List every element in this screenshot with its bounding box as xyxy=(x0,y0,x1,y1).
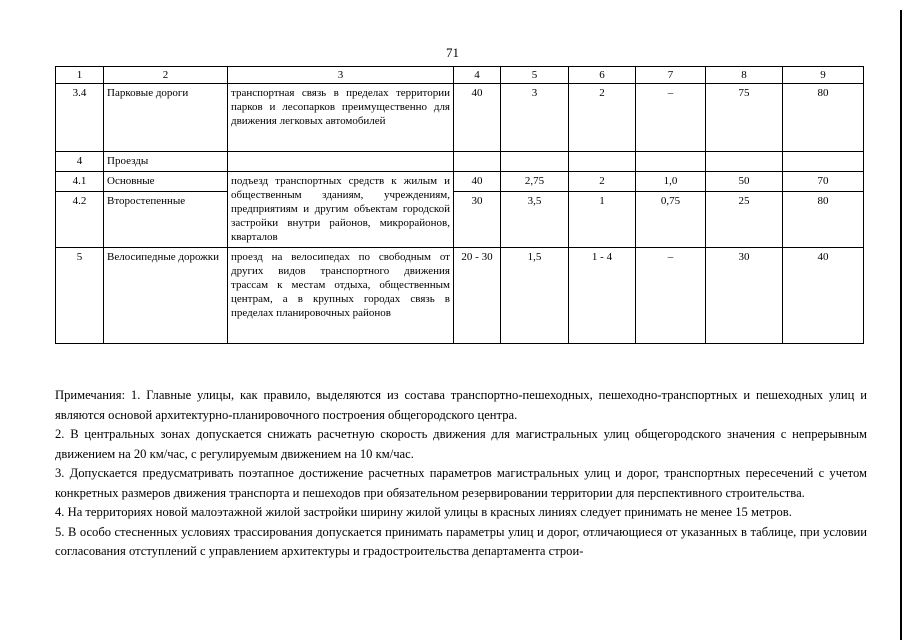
empty-cell xyxy=(228,152,454,172)
note-5: 5. В особо стесненных условиях трассирования допускается принимать параметры улиц и дорог, отличающиеся от указанных в таблице, при условии согласования отступлений с управлением архитектуры и градостроительства департамента строи- xyxy=(55,524,867,558)
table-row xyxy=(56,192,864,248)
road-category: Второстепенные xyxy=(104,192,228,248)
row-number: 3.4 xyxy=(56,84,104,152)
row-number: 4.1 xyxy=(56,172,104,192)
value-col-8: 75 xyxy=(706,84,783,152)
road-category: Проезды xyxy=(104,152,228,172)
row-number: 4 xyxy=(56,152,104,172)
value-col-4: 20 - 30 xyxy=(454,248,501,344)
road-category: Основные xyxy=(104,172,228,192)
note-2: 2. В центральных зонах допускается снижать расчетную скорость движения для магистральных улиц общегородского значения с непрерывным движением на 20 км/час, с регулируемым движением на 10 км/час. xyxy=(55,427,867,461)
value-col-7: – xyxy=(636,248,706,344)
street-parameters-table xyxy=(55,66,864,344)
value-col-9: 40 xyxy=(783,248,864,344)
value-col-5: 1,5 xyxy=(501,248,569,344)
purpose-description: проезд на велосипедах по свободным от других видов транспортного движения трассам к местам отдыха, общественным центрам, а в крупных городах связь в пределах планировочных районов xyxy=(228,248,454,344)
value-col-6: 2 xyxy=(569,172,636,192)
header-cell-8: 8 xyxy=(706,67,783,84)
value-col-7: – xyxy=(636,84,706,152)
value-col-5: 3 xyxy=(501,84,569,152)
row-number: 5 xyxy=(56,248,104,344)
header-cell-6: 6 xyxy=(569,67,636,84)
value-col-5: 2,75 xyxy=(501,172,569,192)
header-cell-2: 2 xyxy=(104,67,228,84)
empty-cell xyxy=(783,152,864,172)
row-number: 4.2 xyxy=(56,192,104,248)
note-1: Примечания: 1. Главные улицы, как правило, выделяются из состава транспортно-пешеходных, пешеходно-транспортных и пешеходных улиц и являются основой архитектурно-планировочного построения общегородского центра. xyxy=(55,388,867,422)
value-col-9: 80 xyxy=(783,192,864,248)
value-col-4: 40 xyxy=(454,84,501,152)
table-row xyxy=(56,152,864,172)
note-3: 3. Допускается предусматривать поэтапное достижение расчетных параметров магистральных улиц и дорог, транспортных пересечений с учетом конкретных размеров движения транспорта и пешеходов при обязательном резервировании территории для перспективного строительства. xyxy=(55,466,867,500)
empty-cell xyxy=(569,152,636,172)
page-number: 71 xyxy=(446,45,459,60)
table-row xyxy=(56,172,864,192)
value-col-9: 70 xyxy=(783,172,864,192)
value-col-6: 2 xyxy=(569,84,636,152)
value-col-8: 50 xyxy=(706,172,783,192)
road-category: Парковые дороги xyxy=(104,84,228,152)
notes-section xyxy=(55,386,867,562)
empty-cell xyxy=(706,152,783,172)
road-category: Велосипедные дорожки xyxy=(104,248,228,344)
value-col-8: 25 xyxy=(706,192,783,248)
scan-edge-line xyxy=(900,10,902,640)
purpose-description: подъезд транспортных средств к жилым и общественным зданиям, учреждениям, предприятиям и другим объектам городской застройки внутри районов, микрорайонов, кварталов xyxy=(228,172,454,248)
header-cell-4: 4 xyxy=(454,67,501,84)
table-row xyxy=(56,84,864,152)
value-col-4: 40 xyxy=(454,172,501,192)
purpose-description: транспортная связь в пределах территории парков и лесопарков преимущественно для движения легковых автомобилей xyxy=(228,84,454,152)
value-col-7: 0,75 xyxy=(636,192,706,248)
empty-cell xyxy=(454,152,501,172)
header-cell-1: 1 xyxy=(56,67,104,84)
value-col-9: 80 xyxy=(783,84,864,152)
table-row xyxy=(56,248,864,344)
value-col-6: 1 xyxy=(569,192,636,248)
header-cell-3: 3 xyxy=(228,67,454,84)
header-cell-9: 9 xyxy=(783,67,864,84)
value-col-8: 30 xyxy=(706,248,783,344)
value-col-7: 1,0 xyxy=(636,172,706,192)
value-col-4: 30 xyxy=(454,192,501,248)
empty-cell xyxy=(636,152,706,172)
value-col-5: 3,5 xyxy=(501,192,569,248)
empty-cell xyxy=(501,152,569,172)
note-4: 4. На территориях новой малоэтажной жилой застройки ширину жилой улицы в красных линиях следует принимать не менее 15 метров. xyxy=(55,505,792,519)
header-cell-5: 5 xyxy=(501,67,569,84)
table-header-row xyxy=(56,67,864,84)
value-col-6: 1 - 4 xyxy=(569,248,636,344)
header-cell-7: 7 xyxy=(636,67,706,84)
